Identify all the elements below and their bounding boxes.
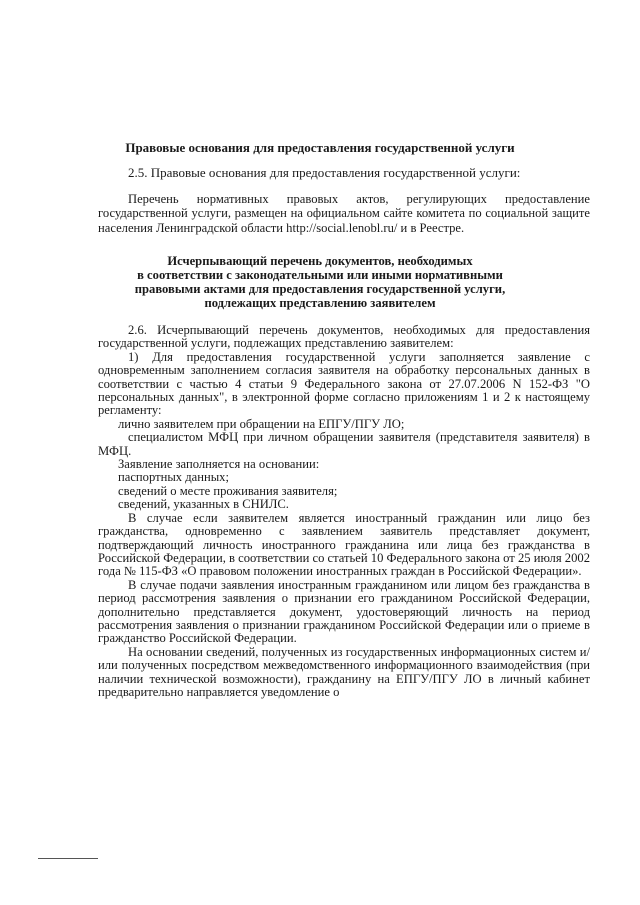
- clause-2-5: 2.5. Правовые основания для предоставления государственной услуги:: [128, 165, 521, 180]
- list-item: лично заявителем при обращении на ЕПГУ/ПГУ ЛО;: [118, 416, 405, 431]
- paragraph: Заявление заполняется на основании:: [118, 457, 320, 472]
- heading-line: в соответствии с законодательными или иными нормативными: [137, 268, 503, 282]
- clause-2-6: 2.6. Исчерпывающий перечень документов, необходимых для предоставления государственной услуги, подлежащих представлению заявителем:: [98, 323, 590, 351]
- document-body: [98, 324, 590, 699]
- paragraph-notification: На основании сведений, полученных из государственных информационных систем и/или полученных посредством межведомственного информационного взаимодействия (при наличии технической возможности), гражданину на ЕПГУ/ПГУ ЛО в личный кабинет предварительно направляется уведомление о: [98, 644, 590, 699]
- paragraph-foreign-citizen: В случае если заявителем является иностранный гражданин или лицо без гражданства, одновременно с заявлением заявитель представляет документ, подтверждающий личность иностранного гражданина или лица без гражданства в Российской Федерации, в соответствии со статьей 10 Федерального закона от 25 июля 2002 года № 115-ФЗ «О правовом положении иностранных граждан в Российской Федерации».: [98, 510, 590, 579]
- list-item: сведений, указанных в СНИЛС.: [118, 497, 289, 512]
- list-item: паспортных данных;: [118, 470, 229, 485]
- paragraph-citizenship-application: В случае подачи заявления иностранным гражданином или лицом без гражданства в период рассмотрения заявления о признании его гражданином Российской Федерации, дополнительно представляется документ, удостоверяющий личность на период рассмотрения заявления о признании гражданином Российской Федерации или о приеме в гражданство Российской Федерации.: [98, 577, 590, 646]
- list-item: сведений о месте проживания заявителя;: [118, 483, 338, 498]
- list-item: специалистом МФЦ при личном обращении заявителя (представителя заявителя) в МФЦ.: [98, 430, 590, 458]
- section-heading-documents: [100, 254, 540, 310]
- clause-2-6-item-1: 1) Для предоставления государственной услуги заполняется заявление с одновременным заполнением согласия заявителя на обработку персональных данных в соответствии с частью 4 статьи 9 Федерального закона от 27.07.2006 N 152-ФЗ "О персональных данных", в электронной форме согласно приложениям 1 и 2 к настоящему регламенту:: [98, 349, 590, 418]
- footnote-separator: [38, 858, 98, 859]
- heading-line: подлежащих представлению заявителем: [204, 296, 436, 310]
- heading-line: правовыми актами для предоставления государственной услуги,: [134, 282, 506, 296]
- section-heading-legal-basis: Правовые основания для предоставления государственной услуги: [125, 140, 515, 155]
- heading-line: Исчерпывающий перечень документов, необходимых: [167, 254, 473, 268]
- legal-acts-paragraph: Перечень нормативных правовых актов, регулирующих предоставление государственной услуги, размещен на официальном сайте комитета по социальной защите населения Ленинградской области http://social.lenobl.ru/ и в Реестре.: [98, 192, 590, 235]
